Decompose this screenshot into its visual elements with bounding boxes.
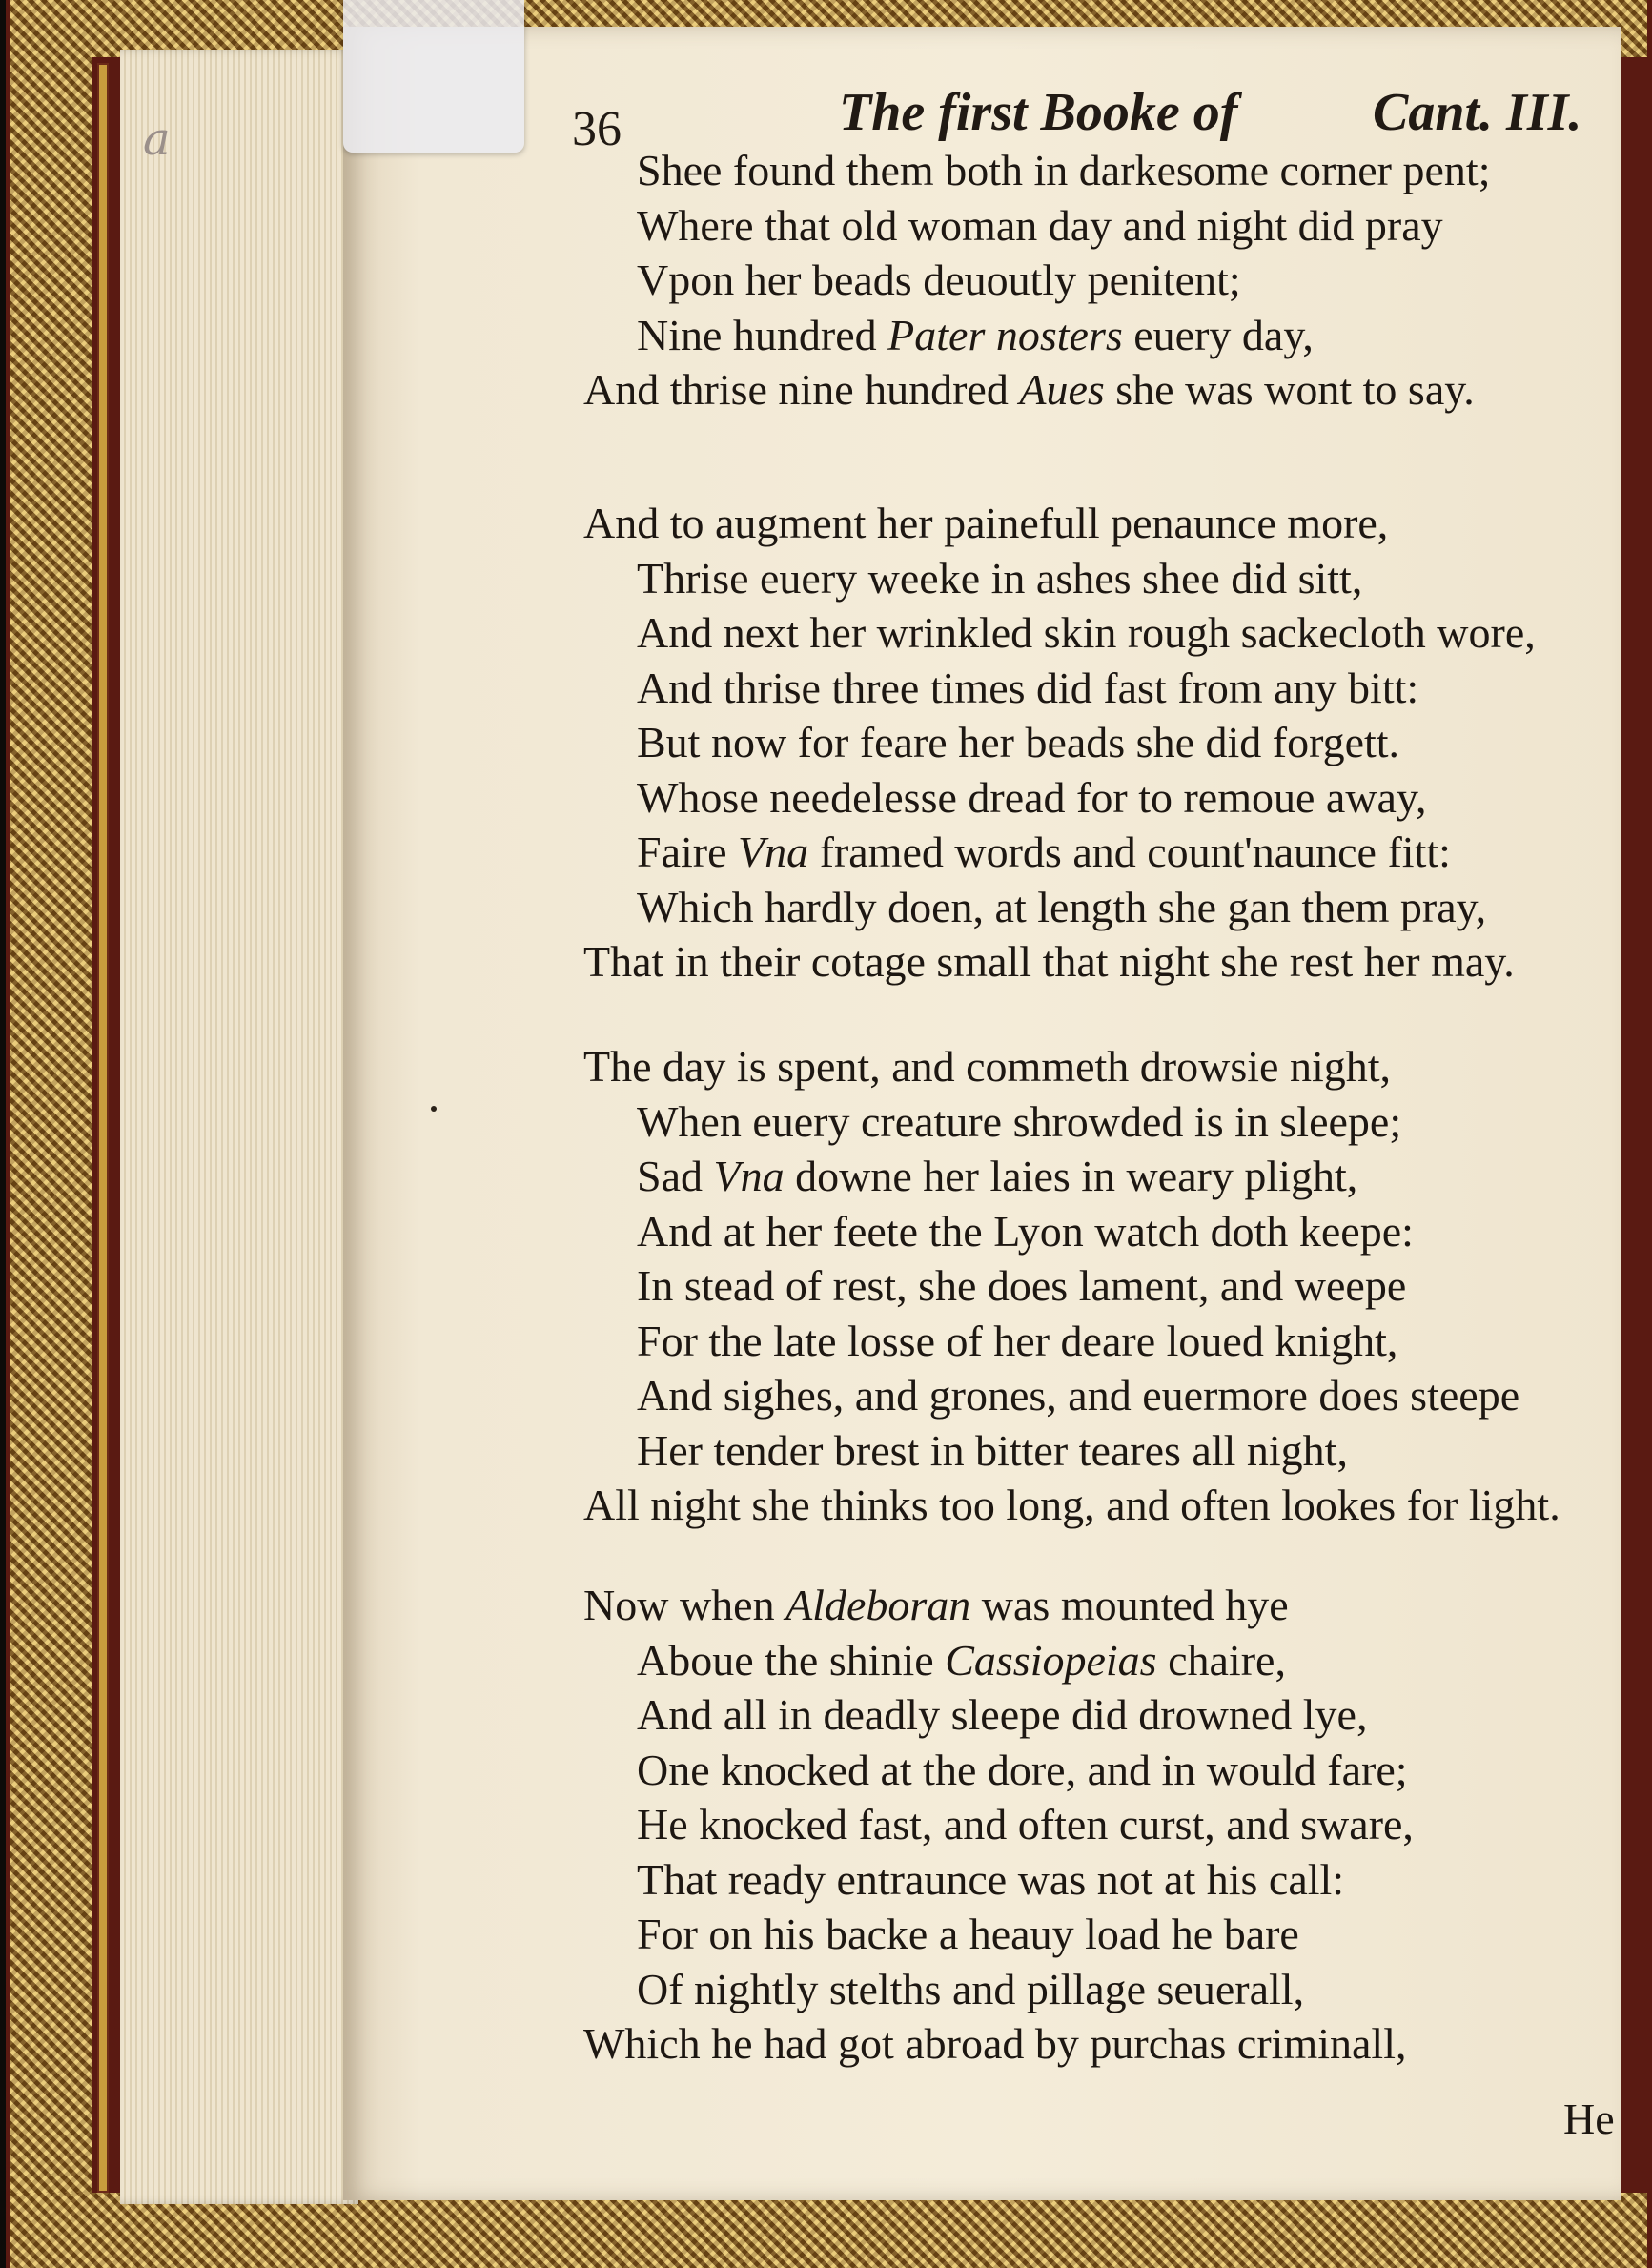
verse-line: Which hardly doen, at length she gan them pray, — [637, 882, 1487, 931]
verse-line: And sighes, and grones, and euermore does steepe — [637, 1371, 1520, 1420]
verse-text-run: Sad — [637, 1152, 714, 1200]
verse-text-run: she was wont to say. — [1104, 365, 1475, 414]
verse-line: The day is spent, and commeth drowsie night, — [583, 1042, 1392, 1091]
gilt-border-left — [10, 0, 92, 2268]
verse-line: All night she thinks too long, and often lookes for light. — [583, 1481, 1560, 1529]
page-clip — [343, 0, 524, 153]
verse-text-run: euery day, — [1122, 310, 1314, 359]
verse-line: And next her wrinkled skin rough sackecloth wore, — [637, 608, 1536, 657]
verse-line: That ready entraunce was not at his call: — [637, 1854, 1345, 1904]
verse-text-run: Faire — [637, 828, 739, 876]
verse-line: Her tender brest in bitter teares all night, — [637, 1425, 1348, 1475]
verse-line: Vpon her beads deuoutly penitent; — [637, 255, 1241, 304]
verse-line: Thrise euery weeke in ashes shee did sitt, — [637, 553, 1363, 603]
verse-line — [583, 362, 1475, 418]
running-head — [572, 69, 1582, 156]
catchword: He — [1563, 2094, 1615, 2143]
page-number: 36 — [572, 102, 622, 156]
verse-italic-name: Vna — [738, 828, 809, 876]
verse-line: And to augment her painefull penaunce more, — [583, 499, 1389, 547]
verse-line: One knocked at the dore, and in would fare; — [637, 1745, 1408, 1794]
verse-italic-name: Cassiopeias — [945, 1635, 1157, 1685]
page-edges — [120, 50, 358, 2204]
verse-line: Of nightly stelths and pillage seuerall, — [637, 1964, 1305, 2013]
verse-text-run: Now when — [583, 1581, 786, 1629]
verse-line: Whose needelesse dread for to remoue away, — [637, 772, 1427, 822]
verse-line: Where that old woman day and night did pray — [637, 200, 1443, 250]
verse-line: And at her feete the Lyon watch doth keepe: — [637, 1206, 1414, 1256]
verse-text-run: chaire, — [1156, 1635, 1286, 1685]
verse-text-run: Aboue the shinie — [637, 1635, 946, 1685]
verse-line: In stead of rest, she does lament, and weepe — [637, 1261, 1407, 1310]
verse-line: He knocked fast, and often curst, and sware, — [637, 1800, 1414, 1849]
verse-line — [637, 1149, 1357, 1204]
verse-line: When euery creature shrowded is in sleepe; — [637, 1096, 1402, 1146]
verse-text-run: was mounted hye — [970, 1581, 1289, 1629]
verse-line: And all in deadly sleepe did drowned lye, — [637, 1690, 1368, 1739]
verse-line: And thrise three times did fast from any bitt: — [637, 663, 1419, 712]
verse-line: Shee found them both in darkesome corner pent; — [637, 146, 1491, 194]
verse-line: For the late losse of her deare loued knight, — [637, 1316, 1398, 1365]
margin-note: a — [143, 112, 171, 166]
verse-line — [583, 1578, 1289, 1633]
verse-line: Which he had got abroad by purchas criminall, — [583, 2019, 1407, 2068]
ink-speck — [431, 1106, 437, 1112]
verse-line — [637, 825, 1451, 880]
verse-line: But now for feare her beads she did forgett. — [637, 718, 1400, 766]
verse-italic-name: Pater nosters — [887, 310, 1123, 359]
verse-text-run: downe her laies in weary plight, — [784, 1152, 1358, 1200]
gilt-inner-rule — [99, 65, 107, 2191]
verse-text-run: And thrise nine hundred — [583, 365, 1020, 414]
verse-text-run: framed words and count'naunce fitt: — [808, 828, 1451, 876]
verse-text-run: Nine hundred — [637, 310, 888, 359]
verse-line — [637, 308, 1314, 363]
verse-line — [637, 1633, 1286, 1688]
verse-italic-name: Aldeboran — [785, 1581, 971, 1629]
verse-italic-name: Aues — [1019, 365, 1105, 414]
book-title: The first Booke of — [839, 83, 1238, 142]
canto-label: Cant. III. — [1373, 83, 1582, 142]
verse-line: That in their cotage small that night she rest her may. — [583, 937, 1515, 986]
verse-italic-name: Vna — [713, 1152, 785, 1200]
verse-line: For on his backe a heauy load he bare — [637, 1910, 1299, 1958]
